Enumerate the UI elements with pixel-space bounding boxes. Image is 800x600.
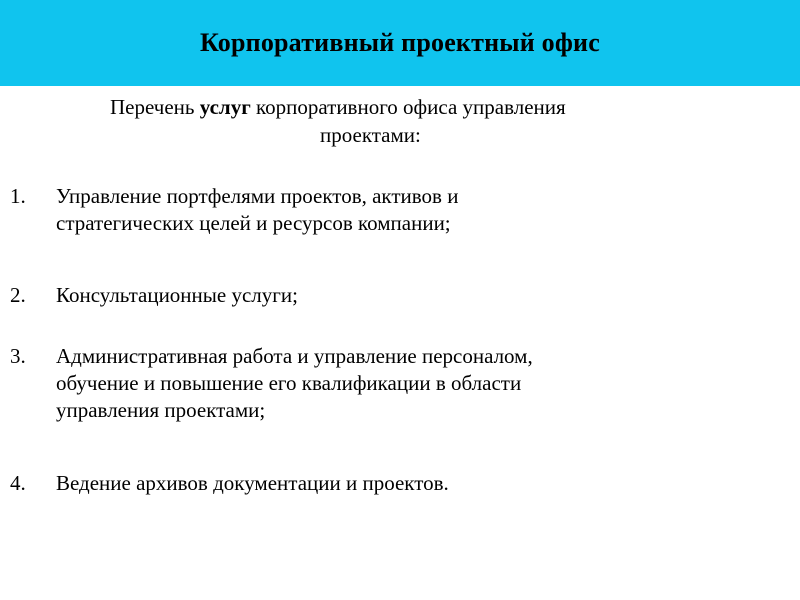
list-item-text — [56, 470, 776, 497]
list-item-number: 2. — [10, 283, 26, 307]
intro-text — [110, 93, 710, 149]
list-item-number: 4. — [10, 471, 26, 495]
list-item-line: стратегических целей и ресурсов компании; — [56, 211, 451, 235]
intro-line-2: проектами: — [320, 123, 421, 147]
list-item-line: управления проектами; — [56, 398, 266, 422]
list-item-text — [56, 343, 776, 424]
list-item-text — [56, 282, 776, 309]
title-bar — [0, 0, 800, 86]
list-item-number: 1. — [10, 184, 26, 208]
intro-bold-word: услуг — [199, 95, 251, 119]
intro-suffix: корпоративного офиса управления — [250, 95, 566, 119]
list-item-line: Консультационные услуги; — [56, 283, 298, 307]
list-item-number: 3. — [10, 344, 26, 368]
list-item-line: Административная работа и управление персоналом, — [56, 344, 533, 368]
list-item-line: Ведение архивов документации и проектов. — [56, 471, 449, 495]
list-item-text — [56, 183, 776, 237]
slide-title: Корпоративный проектный офис — [200, 28, 600, 57]
list-item-line: обучение и повышение его квалификации в области — [56, 371, 522, 395]
list-item-line: Управление портфелями проектов, активов и — [56, 184, 459, 208]
intro-prefix: Перечень — [110, 95, 200, 119]
